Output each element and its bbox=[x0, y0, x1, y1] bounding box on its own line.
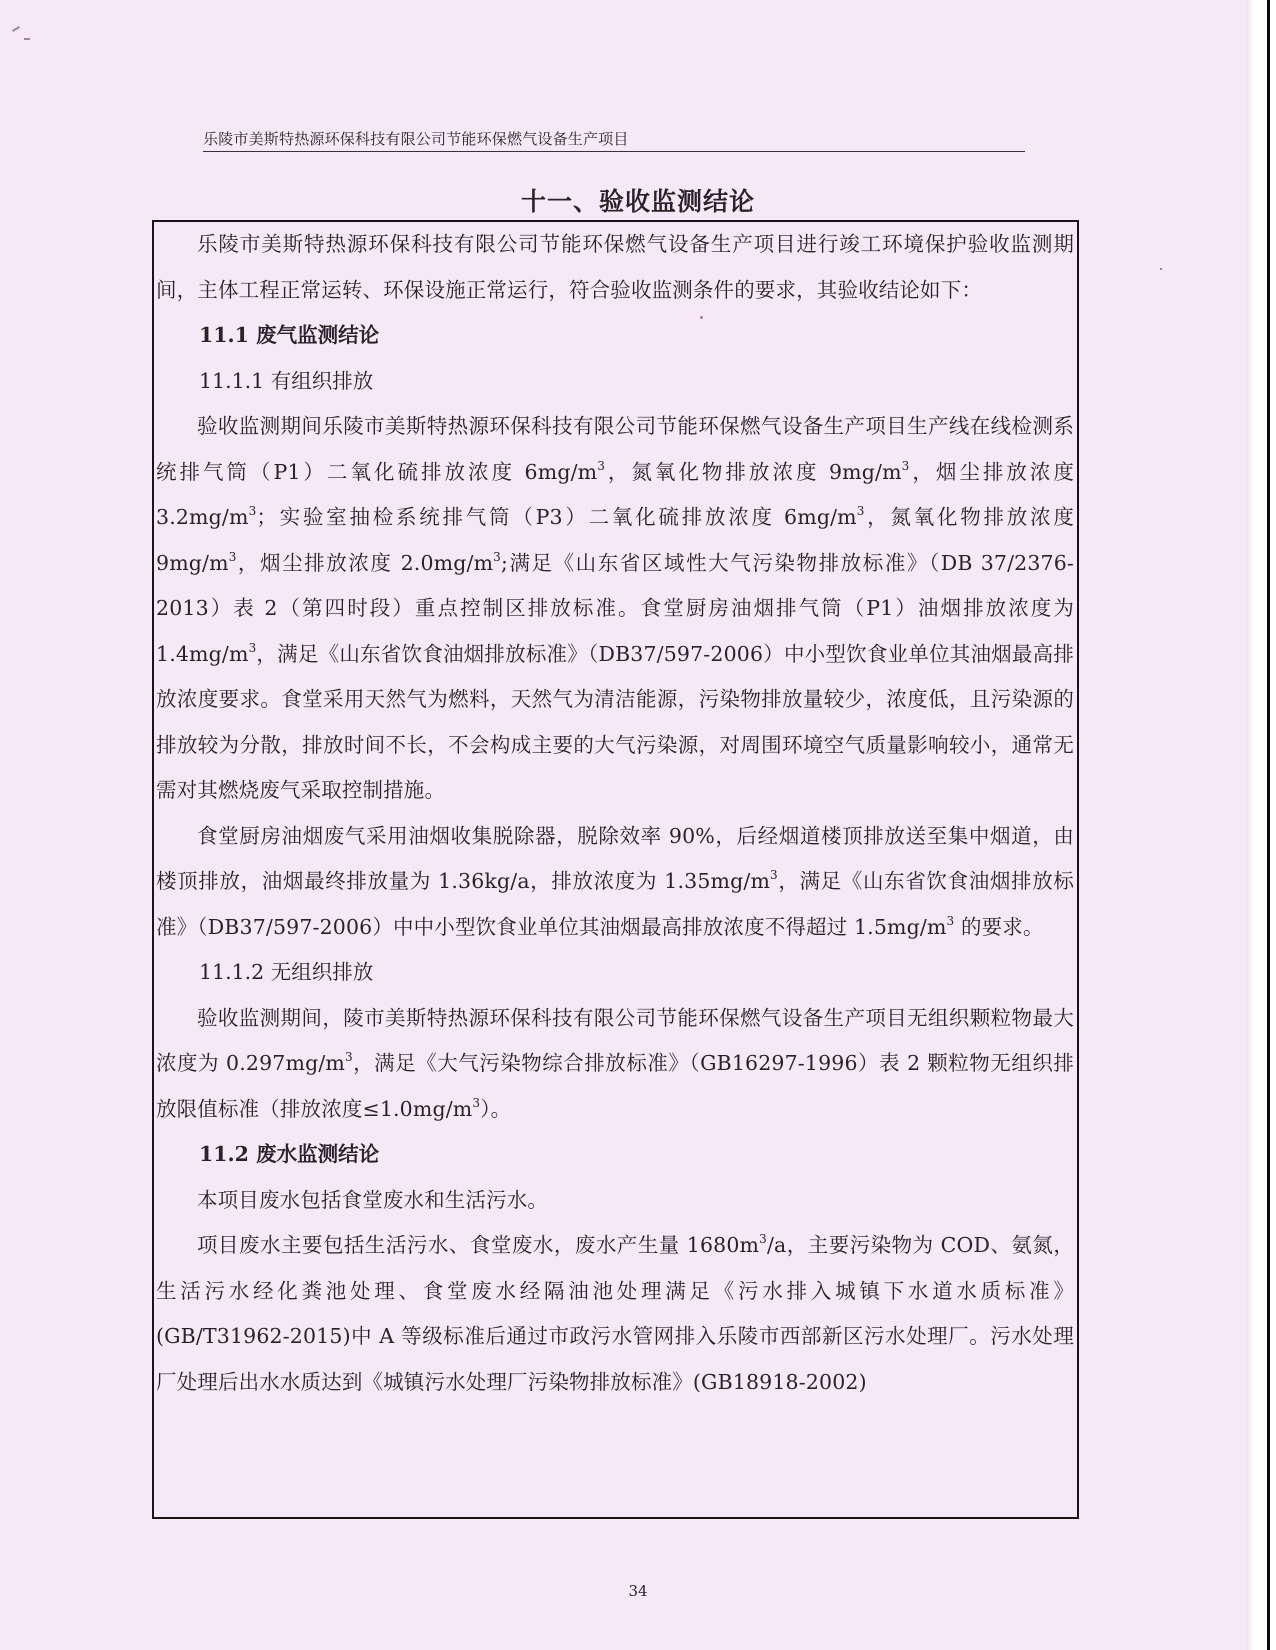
wastewater-paragraph: 项目废水主要包括生活污水、食堂废水，废水产生量 $1680m^3/a$，主要污染物为 COD、氨氮，生活污水经化粪池处理、食堂废水经隔油池处理满足《污水排入城镇下水道水质标准》(GB/T31962-2015)中 A 等级标准后通过市政污水管网排入乐陵市西部新区污水处理厂。污水处理厂处理后出水水质达到《城镇污水处理厂污染物排放标准》(GB18918-2002) bbox=[156, 1232, 1075, 1394]
section-heading-11-1: 11.1 废气监测结论 bbox=[199, 323, 380, 347]
page-number: 34 bbox=[628, 1582, 648, 1600]
organized-emission-paragraph: 验收监测期间乐陵市美斯特热源环保科技有限公司节能环保燃气设备生产项目生产线在线检测系统排气筒（P1）二氧化硫排放浓度 $6mg/m^3$，氮氧化物排放浓度 $9mg/m^3$，烟尘排放浓度 $3.2mg/m^3$；实验室抽检系统排气筒（P3）二氧化硫排放浓度 $6mg/m^3$，氮氧化物排放浓度 $9mg/m^3$，烟尘排放浓度 $2.0mg/m^3$;满足《山东省区域性大气污染物排放标准》（DB 37/2376-2013）表 2（第四时段）重点控制区排放标准。食堂厨房油烟排气筒（P1）油烟排放浓度为 $1.4mg/m^3$，满足《山东省饮食油烟排放标准》（DB37/597-2006）中小型饮食业单位其油烟最高排放浓度要求。食堂采用天然气为燃料，天然气为清洁能源，污染物排放量较少，浓度低，且污染源的排放较为分散，排放时间不长，不会构成主要的大气污染源，对周围环境空气质量影响较小，通常无需对其燃烧废气采取控制措施。 bbox=[156, 414, 1074, 802]
section-heading-11-2: 11.2 废水监测结论 bbox=[199, 1142, 380, 1166]
subsection-heading-11-1-1: 11.1.1 有组织排放 bbox=[199, 368, 374, 393]
intro-paragraph: 乐陵市美斯特热源环保科技有限公司节能环保燃气设备生产项目进行竣工环境保护验收监测期间，主体工程正常运转、环保设施正常运行，符合验收监测条件的要求，其验收结论如下： bbox=[156, 232, 1074, 302]
content-box bbox=[152, 220, 1079, 1519]
running-header: 乐陵市美斯特热源环保科技有限公司节能环保燃气设备生产项目 bbox=[203, 128, 1025, 152]
scan-speck bbox=[12, 26, 20, 32]
subsection-heading-11-1-2: 11.1.2 无组织排放 bbox=[199, 960, 374, 984]
chapter-title: 十一、验收监测结论 bbox=[520, 187, 755, 216]
scan-speck bbox=[1160, 268, 1162, 270]
page-edge bbox=[1246, 0, 1276, 1650]
wastewater-intro-paragraph: 本项目废水包括食堂废水和生活污水。 bbox=[197, 1187, 549, 1212]
unorganized-emission-paragraph: 验收监测期间，陵市美斯特热源环保科技有限公司节能环保燃气设备生产项目无组织颗粒物最大浓度为 $0.297mg/m^3$，满足《大气污染物综合排放标准》（GB16297-1996）表 2 颗粒物无组织排放限值标准（排放浓度$\le 1.0mg/m^3$）。 bbox=[156, 1005, 1075, 1121]
kitchen-fume-paragraph: 食堂厨房油烟废气采用油烟收集脱除器，脱除效率 90%，后经烟道楼顶排放送至集中烟道，由楼顶排放，油烟最终排放量为 1.36kg/a，排放浓度为 $1.35mg/m^3$，满足《山东省饮食油烟排放标准》（DB37/597-2006）中中小型饮食业单位其油烟最高排放浓度不得超过 $1.5mg/m^3$ 的要求。 bbox=[156, 823, 1074, 939]
scan-speck bbox=[24, 38, 30, 40]
scan-edge-line bbox=[1267, 0, 1270, 1650]
